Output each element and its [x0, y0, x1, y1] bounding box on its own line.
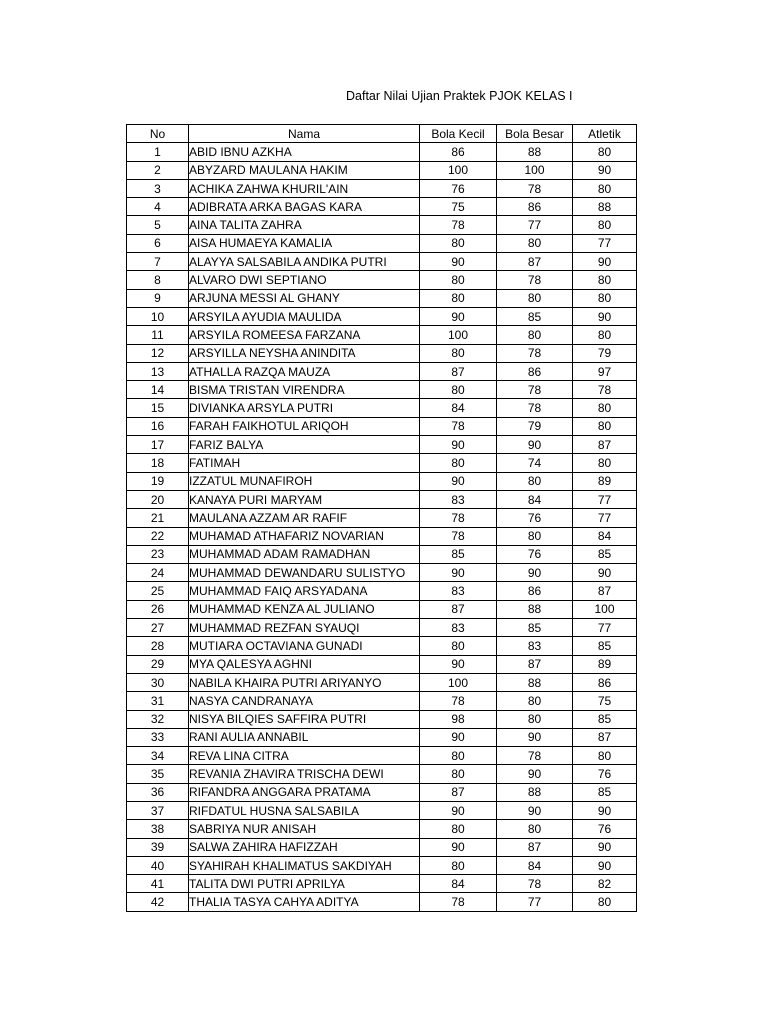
cell-no: 38: [127, 820, 189, 838]
cell-bola-kecil: 90: [420, 436, 497, 454]
cell-bola-besar: 80: [497, 326, 573, 344]
cell-no: 10: [127, 307, 189, 325]
cell-nama: ARSYILLA NEYSHA ANINDITA: [189, 344, 420, 362]
table-row: [127, 875, 637, 893]
cell-nama: BISMA TRISTAN VIRENDRA: [189, 381, 420, 399]
cell-bola-besar: 83: [497, 637, 573, 655]
cell-atletik: 90: [573, 307, 637, 325]
cell-bola-besar: 84: [497, 490, 573, 508]
cell-nama: NASYA CANDRANAYA: [189, 692, 420, 710]
cell-no: 2: [127, 161, 189, 179]
cell-bola-kecil: 90: [420, 253, 497, 271]
table-row: [127, 728, 637, 746]
cell-atletik: 87: [573, 436, 637, 454]
table-row: [127, 545, 637, 563]
cell-nama: NABILA KHAIRA PUTRI ARIYANYO: [189, 673, 420, 691]
cell-no: 39: [127, 838, 189, 856]
cell-no: 42: [127, 893, 189, 911]
cell-no: 3: [127, 179, 189, 197]
cell-bola-kecil: 90: [420, 472, 497, 490]
cell-atletik: 90: [573, 253, 637, 271]
cell-nama: ADIBRATA ARKA BAGAS KARA: [189, 198, 420, 216]
table-row: [127, 820, 637, 838]
table-row: [127, 381, 637, 399]
cell-atletik: 80: [573, 893, 637, 911]
cell-bola-kecil: 90: [420, 728, 497, 746]
cell-bola-kecil: 100: [420, 161, 497, 179]
table-row: [127, 271, 637, 289]
cell-nama: AISA HUMAEYA KAMALIA: [189, 234, 420, 252]
cell-nama: MAULANA AZZAM AR RAFIF: [189, 509, 420, 527]
cell-no: 12: [127, 344, 189, 362]
cell-atletik: 77: [573, 490, 637, 508]
cell-atletik: 82: [573, 875, 637, 893]
cell-no: 13: [127, 362, 189, 380]
cell-no: 1: [127, 143, 189, 161]
document-title: Daftar Nilai Ujian Praktek PJOK KELAS I: [346, 89, 573, 103]
cell-nama: NISYA BILQIES SAFFIRA PUTRI: [189, 710, 420, 728]
cell-atletik: 80: [573, 326, 637, 344]
table-row: [127, 490, 637, 508]
cell-atletik: 80: [573, 399, 637, 417]
cell-bola-besar: 90: [497, 801, 573, 819]
table-row: [127, 216, 637, 234]
cell-nama: RIFDATUL HUSNA SALSABILA: [189, 801, 420, 819]
cell-atletik: 80: [573, 417, 637, 435]
cell-bola-kecil: 83: [420, 582, 497, 600]
cell-atletik: 80: [573, 216, 637, 234]
cell-nama: ARSYILA ROMEESA FARZANA: [189, 326, 420, 344]
table-row: [127, 436, 637, 454]
cell-atletik: 90: [573, 838, 637, 856]
cell-atletik: 97: [573, 362, 637, 380]
cell-no: 31: [127, 692, 189, 710]
cell-bola-besar: 76: [497, 509, 573, 527]
cell-bola-kecil: 80: [420, 381, 497, 399]
cell-bola-kecil: 83: [420, 490, 497, 508]
cell-no: 35: [127, 765, 189, 783]
cell-no: 37: [127, 801, 189, 819]
table-header-row: [127, 125, 637, 143]
cell-bola-besar: 88: [497, 143, 573, 161]
cell-no: 14: [127, 381, 189, 399]
cell-no: 32: [127, 710, 189, 728]
cell-atletik: 89: [573, 655, 637, 673]
cell-bola-besar: 80: [497, 234, 573, 252]
cell-atletik: 75: [573, 692, 637, 710]
cell-bola-besar: 87: [497, 655, 573, 673]
cell-atletik: 80: [573, 747, 637, 765]
table-row: [127, 344, 637, 362]
cell-bola-kecil: 80: [420, 765, 497, 783]
cell-atletik: 85: [573, 545, 637, 563]
cell-no: 22: [127, 527, 189, 545]
cell-nama: ARSYILA AYUDIA MAULIDA: [189, 307, 420, 325]
cell-atletik: 77: [573, 509, 637, 527]
cell-atletik: 84: [573, 527, 637, 545]
cell-bola-besar: 90: [497, 728, 573, 746]
cell-nama: MYA QALESYA AGHNI: [189, 655, 420, 673]
cell-bola-besar: 80: [497, 289, 573, 307]
cell-atletik: 77: [573, 234, 637, 252]
cell-no: 8: [127, 271, 189, 289]
table-row: [127, 253, 637, 271]
table-row: [127, 655, 637, 673]
cell-bola-kecil: 90: [420, 801, 497, 819]
cell-bola-besar: 85: [497, 307, 573, 325]
cell-no: 28: [127, 637, 189, 655]
cell-nama: FARIZ BALYA: [189, 436, 420, 454]
cell-nama: DIVIANKA ARSYLA PUTRI: [189, 399, 420, 417]
table-row: [127, 673, 637, 691]
cell-atletik: 87: [573, 728, 637, 746]
cell-bola-kecil: 80: [420, 820, 497, 838]
cell-no: 23: [127, 545, 189, 563]
cell-nama: SALWA ZAHIRA HAFIZZAH: [189, 838, 420, 856]
cell-bola-besar: 80: [497, 710, 573, 728]
cell-atletik: 80: [573, 289, 637, 307]
cell-atletik: 78: [573, 381, 637, 399]
table-row: [127, 582, 637, 600]
cell-nama: MUHAMMAD KENZA AL JULIANO: [189, 600, 420, 618]
cell-no: 9: [127, 289, 189, 307]
table-row: [127, 143, 637, 161]
cell-bola-kecil: 100: [420, 673, 497, 691]
cell-bola-kecil: 87: [420, 362, 497, 380]
table-row: [127, 619, 637, 637]
cell-bola-besar: 78: [497, 747, 573, 765]
cell-bola-kecil: 90: [420, 564, 497, 582]
cell-bola-kecil: 100: [420, 326, 497, 344]
table-row: [127, 564, 637, 582]
cell-bola-kecil: 75: [420, 198, 497, 216]
cell-no: 4: [127, 198, 189, 216]
cell-nama: ALVARO DWI SEPTIANO: [189, 271, 420, 289]
table-row: [127, 399, 637, 417]
cell-bola-kecil: 84: [420, 399, 497, 417]
cell-no: 6: [127, 234, 189, 252]
cell-bola-besar: 88: [497, 783, 573, 801]
table-row: [127, 454, 637, 472]
table-row: [127, 747, 637, 765]
cell-bola-besar: 78: [497, 344, 573, 362]
cell-atletik: 90: [573, 801, 637, 819]
cell-bola-besar: 86: [497, 362, 573, 380]
cell-bola-kecil: 78: [420, 417, 497, 435]
cell-atletik: 85: [573, 710, 637, 728]
cell-no: 33: [127, 728, 189, 746]
cell-no: 30: [127, 673, 189, 691]
cell-no: 17: [127, 436, 189, 454]
cell-no: 40: [127, 856, 189, 874]
cell-nama: FATIMAH: [189, 454, 420, 472]
cell-bola-kecil: 80: [420, 747, 497, 765]
cell-bola-besar: 84: [497, 856, 573, 874]
cell-bola-besar: 80: [497, 692, 573, 710]
cell-atletik: 85: [573, 783, 637, 801]
table-row: [127, 234, 637, 252]
cell-no: 5: [127, 216, 189, 234]
cell-bola-kecil: 84: [420, 875, 497, 893]
cell-no: 19: [127, 472, 189, 490]
cell-no: 21: [127, 509, 189, 527]
table-row: [127, 161, 637, 179]
cell-atletik: 88: [573, 198, 637, 216]
cell-no: 26: [127, 600, 189, 618]
cell-nama: MUHAMMAD ADAM RAMADHAN: [189, 545, 420, 563]
table-row: [127, 509, 637, 527]
table-row: [127, 692, 637, 710]
table-row: [127, 362, 637, 380]
cell-nama: MUTIARA OCTAVIANA GUNADI: [189, 637, 420, 655]
cell-bola-kecil: 90: [420, 307, 497, 325]
cell-atletik: 76: [573, 765, 637, 783]
cell-bola-besar: 87: [497, 838, 573, 856]
table-row: [127, 600, 637, 618]
cell-atletik: 80: [573, 454, 637, 472]
cell-bola-besar: 80: [497, 527, 573, 545]
table-row: [127, 179, 637, 197]
cell-bola-besar: 100: [497, 161, 573, 179]
cell-no: 24: [127, 564, 189, 582]
cell-nama: MUHAMMAD REZFAN SYAUQI: [189, 619, 420, 637]
cell-atletik: 85: [573, 637, 637, 655]
cell-nama: MUHAMMAD DEWANDARU SULISTYO: [189, 564, 420, 582]
cell-bola-besar: 80: [497, 820, 573, 838]
cell-atletik: 77: [573, 619, 637, 637]
table-row: [127, 289, 637, 307]
cell-no: 25: [127, 582, 189, 600]
cell-bola-besar: 79: [497, 417, 573, 435]
cell-bola-kecil: 78: [420, 893, 497, 911]
cell-bola-besar: 76: [497, 545, 573, 563]
cell-bola-besar: 88: [497, 673, 573, 691]
header-bola-besar: Bola Besar: [497, 125, 573, 143]
cell-no: 18: [127, 454, 189, 472]
table-row: [127, 893, 637, 911]
cell-nama: KANAYA PURI MARYAM: [189, 490, 420, 508]
cell-nama: ABID IBNU AZKHA: [189, 143, 420, 161]
cell-atletik: 90: [573, 564, 637, 582]
cell-bola-kecil: 76: [420, 179, 497, 197]
cell-bola-kecil: 90: [420, 655, 497, 673]
cell-bola-besar: 90: [497, 564, 573, 582]
cell-bola-kecil: 78: [420, 509, 497, 527]
cell-atletik: 87: [573, 582, 637, 600]
cell-bola-kecil: 80: [420, 234, 497, 252]
table-row: [127, 326, 637, 344]
cell-nama: ATHALLA RAZQA MAUZA: [189, 362, 420, 380]
table-row: [127, 856, 637, 874]
cell-bola-besar: 77: [497, 216, 573, 234]
table-row: [127, 417, 637, 435]
cell-bola-kecil: 98: [420, 710, 497, 728]
cell-bola-kecil: 87: [420, 600, 497, 618]
cell-bola-besar: 74: [497, 454, 573, 472]
cell-atletik: 79: [573, 344, 637, 362]
cell-bola-besar: 78: [497, 399, 573, 417]
cell-nama: SABRIYA NUR ANISAH: [189, 820, 420, 838]
cell-nama: REVANIA ZHAVIRA TRISCHA DEWI: [189, 765, 420, 783]
header-bola-kecil: Bola Kecil: [420, 125, 497, 143]
cell-nama: TALITA DWI PUTRI APRILYA: [189, 875, 420, 893]
cell-bola-besar: 85: [497, 619, 573, 637]
cell-atletik: 76: [573, 820, 637, 838]
cell-bola-kecil: 85: [420, 545, 497, 563]
cell-bola-kecil: 80: [420, 344, 497, 362]
cell-no: 41: [127, 875, 189, 893]
cell-nama: ALAYYA SALSABILA ANDIKA PUTRI: [189, 253, 420, 271]
cell-no: 15: [127, 399, 189, 417]
cell-bola-kecil: 80: [420, 454, 497, 472]
cell-atletik: 80: [573, 179, 637, 197]
cell-no: 16: [127, 417, 189, 435]
cell-atletik: 100: [573, 600, 637, 618]
cell-atletik: 90: [573, 161, 637, 179]
grades-table: [126, 124, 637, 912]
cell-no: 27: [127, 619, 189, 637]
cell-bola-besar: 78: [497, 875, 573, 893]
table-row: [127, 765, 637, 783]
cell-nama: THALIA TASYA CAHYA ADITYA: [189, 893, 420, 911]
cell-bola-besar: 78: [497, 179, 573, 197]
cell-bola-kecil: 80: [420, 289, 497, 307]
cell-atletik: 80: [573, 143, 637, 161]
cell-nama: MUHAMAD ATHAFARIZ NOVARIAN: [189, 527, 420, 545]
cell-atletik: 89: [573, 472, 637, 490]
table-body: [127, 143, 637, 911]
cell-bola-besar: 90: [497, 436, 573, 454]
table-row: [127, 527, 637, 545]
cell-bola-kecil: 83: [420, 619, 497, 637]
header-atletik: Atletik: [573, 125, 637, 143]
cell-bola-kecil: 87: [420, 783, 497, 801]
header-nama: Nama: [189, 125, 420, 143]
cell-bola-besar: 86: [497, 198, 573, 216]
cell-nama: SYAHIRAH KHALIMATUS SAKDIYAH: [189, 856, 420, 874]
cell-bola-besar: 87: [497, 253, 573, 271]
table-row: [127, 307, 637, 325]
cell-no: 7: [127, 253, 189, 271]
cell-nama: AINA TALITA ZAHRA: [189, 216, 420, 234]
header-no: No: [127, 125, 189, 143]
table-row: [127, 801, 637, 819]
cell-bola-besar: 80: [497, 472, 573, 490]
cell-nama: IZZATUL MUNAFIROH: [189, 472, 420, 490]
cell-bola-kecil: 86: [420, 143, 497, 161]
cell-no: 29: [127, 655, 189, 673]
cell-nama: ARJUNA MESSI AL GHANY: [189, 289, 420, 307]
cell-bola-besar: 77: [497, 893, 573, 911]
cell-no: 11: [127, 326, 189, 344]
cell-bola-kecil: 90: [420, 838, 497, 856]
cell-nama: RIFANDRA ANGGARA PRATAMA: [189, 783, 420, 801]
cell-atletik: 80: [573, 271, 637, 289]
cell-bola-kecil: 80: [420, 856, 497, 874]
table-row: [127, 637, 637, 655]
cell-bola-besar: 78: [497, 271, 573, 289]
cell-nama: ABYZARD MAULANA HAKIM: [189, 161, 420, 179]
cell-nama: ACHIKA ZAHWA KHURIL'AIN: [189, 179, 420, 197]
table-row: [127, 838, 637, 856]
cell-no: 34: [127, 747, 189, 765]
cell-bola-besar: 86: [497, 582, 573, 600]
cell-nama: REVA LINA CITRA: [189, 747, 420, 765]
cell-nama: FARAH FAIKHOTUL ARIQOH: [189, 417, 420, 435]
cell-bola-kecil: 78: [420, 527, 497, 545]
cell-nama: RANI AULIA ANNABIL: [189, 728, 420, 746]
table-row: [127, 710, 637, 728]
table-row: [127, 783, 637, 801]
cell-no: 36: [127, 783, 189, 801]
cell-atletik: 90: [573, 856, 637, 874]
table-row: [127, 472, 637, 490]
cell-no: 20: [127, 490, 189, 508]
cell-bola-besar: 90: [497, 765, 573, 783]
cell-bola-kecil: 80: [420, 271, 497, 289]
cell-nama: MUHAMMAD FAIQ ARSYADANA: [189, 582, 420, 600]
table-row: [127, 198, 637, 216]
cell-bola-besar: 78: [497, 381, 573, 399]
cell-bola-kecil: 78: [420, 216, 497, 234]
cell-bola-kecil: 78: [420, 692, 497, 710]
cell-bola-besar: 88: [497, 600, 573, 618]
cell-bola-kecil: 80: [420, 637, 497, 655]
cell-atletik: 86: [573, 673, 637, 691]
